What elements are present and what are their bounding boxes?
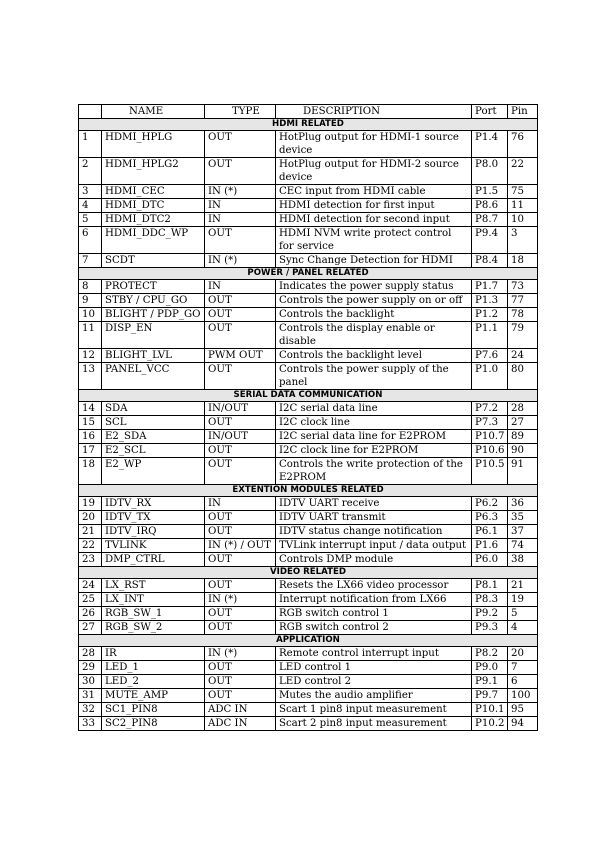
cell-pin: 80 bbox=[508, 363, 538, 390]
cell-pin: 100 bbox=[508, 689, 538, 703]
cell-name: MUTE_AMP bbox=[102, 689, 205, 703]
pin-table-body bbox=[79, 105, 538, 731]
cell-type: OUT bbox=[205, 158, 276, 185]
cell-description: Scart 2 pin8 input measurement bbox=[276, 717, 472, 731]
cell-type: IN bbox=[205, 497, 276, 511]
section-header-row bbox=[79, 119, 538, 131]
section-header-row bbox=[79, 567, 538, 579]
cell-description: Resets the LX66 video processor bbox=[276, 579, 472, 593]
table-header-row bbox=[79, 105, 538, 119]
cell-pin: 21 bbox=[508, 579, 538, 593]
cell-type: OUT bbox=[205, 227, 276, 254]
cell-pin: 74 bbox=[508, 539, 538, 553]
cell-pin: 73 bbox=[508, 280, 538, 294]
header-port: Port bbox=[472, 105, 508, 119]
cell-number: 28 bbox=[79, 647, 102, 661]
cell-pin: 28 bbox=[508, 402, 538, 416]
cell-number: 19 bbox=[79, 497, 102, 511]
section-title: APPLICATION bbox=[79, 635, 538, 647]
cell-type: IN (*) bbox=[205, 593, 276, 607]
cell-type: IN/OUT bbox=[205, 402, 276, 416]
cell-pin: 4 bbox=[508, 621, 538, 635]
cell-description: HotPlug output for HDMI-2 source device bbox=[276, 158, 472, 185]
table-row bbox=[79, 294, 538, 308]
table-row bbox=[79, 444, 538, 458]
cell-port: P6.1 bbox=[472, 525, 508, 539]
cell-type: OUT bbox=[205, 607, 276, 621]
cell-name: E2_SCL bbox=[102, 444, 205, 458]
cell-number: 6 bbox=[79, 227, 102, 254]
cell-port: P8.0 bbox=[472, 158, 508, 185]
cell-name: IDTV_RX bbox=[102, 497, 205, 511]
cell-description: Controls the backlight bbox=[276, 308, 472, 322]
cell-number: 9 bbox=[79, 294, 102, 308]
section-header-row bbox=[79, 635, 538, 647]
cell-number: 18 bbox=[79, 458, 102, 485]
cell-number: 1 bbox=[79, 131, 102, 158]
cell-pin: 5 bbox=[508, 607, 538, 621]
cell-name: HDMI_DTC2 bbox=[102, 213, 205, 227]
cell-name: SC1_PIN8 bbox=[102, 703, 205, 717]
cell-description: IDTV UART receive bbox=[276, 497, 472, 511]
table-row bbox=[79, 185, 538, 199]
cell-description: Indicates the power supply status bbox=[276, 280, 472, 294]
section-title: VIDEO RELATED bbox=[79, 567, 538, 579]
cell-number: 4 bbox=[79, 199, 102, 213]
cell-pin: 6 bbox=[508, 675, 538, 689]
table-row bbox=[79, 539, 538, 553]
cell-number: 7 bbox=[79, 254, 102, 268]
table-row bbox=[79, 416, 538, 430]
header-pin: Pin bbox=[508, 105, 538, 119]
cell-pin: 3 bbox=[508, 227, 538, 254]
table-row bbox=[79, 717, 538, 731]
cell-number: 17 bbox=[79, 444, 102, 458]
cell-type: OUT bbox=[205, 458, 276, 485]
header-number bbox=[79, 105, 102, 119]
cell-description: Controls the power supply of the panel bbox=[276, 363, 472, 390]
cell-type: IN/OUT bbox=[205, 430, 276, 444]
cell-pin: 94 bbox=[508, 717, 538, 731]
cell-port: P10.2 bbox=[472, 717, 508, 731]
table-row bbox=[79, 131, 538, 158]
cell-type: IN bbox=[205, 199, 276, 213]
cell-pin: 90 bbox=[508, 444, 538, 458]
cell-description: RGB switch control 2 bbox=[276, 621, 472, 635]
cell-pin: 35 bbox=[508, 511, 538, 525]
cell-pin: 91 bbox=[508, 458, 538, 485]
cell-port: P1.3 bbox=[472, 294, 508, 308]
cell-name: DMP_CTRL bbox=[102, 553, 205, 567]
cell-number: 32 bbox=[79, 703, 102, 717]
cell-description: HotPlug output for HDMI-1 source device bbox=[276, 131, 472, 158]
cell-name: STBY / CPU_GO bbox=[102, 294, 205, 308]
cell-port: P8.3 bbox=[472, 593, 508, 607]
cell-description: HDMI detection for first input bbox=[276, 199, 472, 213]
cell-number: 5 bbox=[79, 213, 102, 227]
cell-pin: 77 bbox=[508, 294, 538, 308]
cell-port: P1.7 bbox=[472, 280, 508, 294]
cell-name: E2_WP bbox=[102, 458, 205, 485]
table-row bbox=[79, 349, 538, 363]
cell-type: OUT bbox=[205, 511, 276, 525]
cell-number: 20 bbox=[79, 511, 102, 525]
table-row bbox=[79, 280, 538, 294]
cell-type: IN bbox=[205, 213, 276, 227]
table-row bbox=[79, 497, 538, 511]
table-row bbox=[79, 553, 538, 567]
cell-description: I2C clock line bbox=[276, 416, 472, 430]
cell-type: OUT bbox=[205, 661, 276, 675]
cell-description: IDTV UART transmit bbox=[276, 511, 472, 525]
cell-port: P9.2 bbox=[472, 607, 508, 621]
cell-name: RGB_SW_1 bbox=[102, 607, 205, 621]
cell-description: Sync Change Detection for HDMI bbox=[276, 254, 472, 268]
cell-type: OUT bbox=[205, 363, 276, 390]
cell-description: RGB switch control 1 bbox=[276, 607, 472, 621]
cell-port: P1.0 bbox=[472, 363, 508, 390]
cell-number: 15 bbox=[79, 416, 102, 430]
cell-number: 13 bbox=[79, 363, 102, 390]
cell-type: IN (*) bbox=[205, 185, 276, 199]
cell-type: OUT bbox=[205, 294, 276, 308]
section-header-row bbox=[79, 268, 538, 280]
cell-port: P7.6 bbox=[472, 349, 508, 363]
cell-port: P7.2 bbox=[472, 402, 508, 416]
table-row bbox=[79, 158, 538, 185]
cell-number: 21 bbox=[79, 525, 102, 539]
cell-port: P9.4 bbox=[472, 227, 508, 254]
table-row bbox=[79, 199, 538, 213]
cell-description: I2C clock line for E2PROM bbox=[276, 444, 472, 458]
table-row bbox=[79, 703, 538, 717]
cell-number: 25 bbox=[79, 593, 102, 607]
cell-port: P6.3 bbox=[472, 511, 508, 525]
cell-number: 26 bbox=[79, 607, 102, 621]
section-header-row bbox=[79, 390, 538, 402]
cell-name: BLIGHT / PDP_GO bbox=[102, 308, 205, 322]
cell-type: OUT bbox=[205, 675, 276, 689]
cell-port: P10.7 bbox=[472, 430, 508, 444]
cell-port: P7.3 bbox=[472, 416, 508, 430]
cell-name: PANEL_VCC bbox=[102, 363, 205, 390]
cell-type: PWM OUT bbox=[205, 349, 276, 363]
cell-port: P9.7 bbox=[472, 689, 508, 703]
cell-name: LED_1 bbox=[102, 661, 205, 675]
cell-port: P6.0 bbox=[472, 553, 508, 567]
cell-port: P8.4 bbox=[472, 254, 508, 268]
section-title: POWER / PANEL RELATED bbox=[79, 268, 538, 280]
cell-name: HDMI_CEC bbox=[102, 185, 205, 199]
cell-name: IR bbox=[102, 647, 205, 661]
cell-number: 23 bbox=[79, 553, 102, 567]
cell-pin: 78 bbox=[508, 308, 538, 322]
cell-number: 3 bbox=[79, 185, 102, 199]
cell-description: TVLink interrupt input / data output bbox=[276, 539, 472, 553]
cell-type: IN (*) bbox=[205, 254, 276, 268]
cell-pin: 89 bbox=[508, 430, 538, 444]
cell-pin: 20 bbox=[508, 647, 538, 661]
cell-port: P8.7 bbox=[472, 213, 508, 227]
cell-name: IDTV_TX bbox=[102, 511, 205, 525]
cell-port: P9.0 bbox=[472, 661, 508, 675]
cell-description: Scart 1 pin8 input measurement bbox=[276, 703, 472, 717]
cell-type: OUT bbox=[205, 322, 276, 349]
cell-name: HDMI_HPLG bbox=[102, 131, 205, 158]
cell-description: LED control 2 bbox=[276, 675, 472, 689]
cell-number: 27 bbox=[79, 621, 102, 635]
cell-pin: 27 bbox=[508, 416, 538, 430]
table-row bbox=[79, 621, 538, 635]
cell-type: ADC IN bbox=[205, 703, 276, 717]
cell-type: OUT bbox=[205, 579, 276, 593]
cell-number: 31 bbox=[79, 689, 102, 703]
cell-name: IDTV_IRQ bbox=[102, 525, 205, 539]
cell-port: P9.1 bbox=[472, 675, 508, 689]
cell-name: HDMI_DTC bbox=[102, 199, 205, 213]
cell-pin: 79 bbox=[508, 322, 538, 349]
section-header-row bbox=[79, 485, 538, 497]
table-row bbox=[79, 430, 538, 444]
cell-description: Controls DMP module bbox=[276, 553, 472, 567]
cell-pin: 37 bbox=[508, 525, 538, 539]
cell-type: IN (*) bbox=[205, 647, 276, 661]
cell-pin: 75 bbox=[508, 185, 538, 199]
section-title: HDMI RELATED bbox=[79, 119, 538, 131]
cell-type: OUT bbox=[205, 621, 276, 635]
cell-type: IN bbox=[205, 280, 276, 294]
cell-description: Controls the write protection of the E2PROM bbox=[276, 458, 472, 485]
cell-port: P1.2 bbox=[472, 308, 508, 322]
table-row bbox=[79, 525, 538, 539]
table-row bbox=[79, 661, 538, 675]
cell-name: SCL bbox=[102, 416, 205, 430]
cell-type: OUT bbox=[205, 525, 276, 539]
cell-number: 29 bbox=[79, 661, 102, 675]
header-description: DESCRIPTION bbox=[276, 105, 472, 119]
cell-port: P10.6 bbox=[472, 444, 508, 458]
header-type: TYPE bbox=[205, 105, 276, 119]
cell-pin: 24 bbox=[508, 349, 538, 363]
cell-port: P1.4 bbox=[472, 131, 508, 158]
cell-type: OUT bbox=[205, 444, 276, 458]
cell-type: OUT bbox=[205, 416, 276, 430]
cell-pin: 22 bbox=[508, 158, 538, 185]
cell-port: P8.6 bbox=[472, 199, 508, 213]
cell-name: DISP_EN bbox=[102, 322, 205, 349]
cell-number: 30 bbox=[79, 675, 102, 689]
section-title: SERIAL DATA COMMUNICATION bbox=[79, 390, 538, 402]
cell-port: P8.2 bbox=[472, 647, 508, 661]
table-row bbox=[79, 647, 538, 661]
cell-pin: 38 bbox=[508, 553, 538, 567]
cell-type: OUT bbox=[205, 308, 276, 322]
cell-number: 12 bbox=[79, 349, 102, 363]
cell-number: 11 bbox=[79, 322, 102, 349]
table-row bbox=[79, 607, 538, 621]
cell-pin: 7 bbox=[508, 661, 538, 675]
section-title: EXTENTION MODULES RELATED bbox=[79, 485, 538, 497]
cell-name: SCDT bbox=[102, 254, 205, 268]
cell-number: 22 bbox=[79, 539, 102, 553]
table-row bbox=[79, 308, 538, 322]
table-row bbox=[79, 593, 538, 607]
cell-number: 14 bbox=[79, 402, 102, 416]
table-row bbox=[79, 402, 538, 416]
cell-description: Controls the backlight level bbox=[276, 349, 472, 363]
cell-type: OUT bbox=[205, 689, 276, 703]
cell-type: ADC IN bbox=[205, 717, 276, 731]
cell-port: P6.2 bbox=[472, 497, 508, 511]
cell-name: LX_INT bbox=[102, 593, 205, 607]
cell-description: Interrupt notification from LX66 bbox=[276, 593, 472, 607]
cell-number: 33 bbox=[79, 717, 102, 731]
table-row bbox=[79, 458, 538, 485]
cell-pin: 76 bbox=[508, 131, 538, 158]
cell-port: P10.5 bbox=[472, 458, 508, 485]
table-row bbox=[79, 213, 538, 227]
cell-description: CEC input from HDMI cable bbox=[276, 185, 472, 199]
cell-name: HDMI_HPLG2 bbox=[102, 158, 205, 185]
cell-pin: 10 bbox=[508, 213, 538, 227]
cell-description: I2C serial data line for E2PROM bbox=[276, 430, 472, 444]
table-row bbox=[79, 511, 538, 525]
cell-name: LED_2 bbox=[102, 675, 205, 689]
cell-pin: 36 bbox=[508, 497, 538, 511]
cell-port: P8.1 bbox=[472, 579, 508, 593]
cell-port: P1.5 bbox=[472, 185, 508, 199]
cell-port: P1.6 bbox=[472, 539, 508, 553]
table-row bbox=[79, 579, 538, 593]
cell-number: 8 bbox=[79, 280, 102, 294]
table-row bbox=[79, 363, 538, 390]
cell-description: Mutes the audio amplifier bbox=[276, 689, 472, 703]
cell-description: Remote control interrupt input bbox=[276, 647, 472, 661]
cell-number: 10 bbox=[79, 308, 102, 322]
table-row bbox=[79, 254, 538, 268]
cell-name: SC2_PIN8 bbox=[102, 717, 205, 731]
cell-description: Controls the power supply on or off bbox=[276, 294, 472, 308]
pin-table bbox=[78, 104, 538, 731]
table-row bbox=[79, 322, 538, 349]
cell-pin: 19 bbox=[508, 593, 538, 607]
cell-number: 2 bbox=[79, 158, 102, 185]
cell-name: E2_SDA bbox=[102, 430, 205, 444]
table-row bbox=[79, 689, 538, 703]
cell-description: LED control 1 bbox=[276, 661, 472, 675]
cell-name: HDMI_DDC_WP bbox=[102, 227, 205, 254]
cell-port: P1.1 bbox=[472, 322, 508, 349]
cell-name: SDA bbox=[102, 402, 205, 416]
cell-port: P10.1 bbox=[472, 703, 508, 717]
cell-name: RGB_SW_2 bbox=[102, 621, 205, 635]
cell-description: HDMI detection for second input bbox=[276, 213, 472, 227]
cell-name: LX_RST bbox=[102, 579, 205, 593]
cell-type: OUT bbox=[205, 131, 276, 158]
cell-description: Controls the display enable or disable bbox=[276, 322, 472, 349]
table-row bbox=[79, 227, 538, 254]
cell-description: I2C serial data line bbox=[276, 402, 472, 416]
cell-port: P9.3 bbox=[472, 621, 508, 635]
cell-pin: 11 bbox=[508, 199, 538, 213]
cell-name: TVLINK bbox=[102, 539, 205, 553]
cell-name: PROTECT bbox=[102, 280, 205, 294]
table-row bbox=[79, 675, 538, 689]
cell-pin: 95 bbox=[508, 703, 538, 717]
cell-type: IN (*) / OUT bbox=[205, 539, 276, 553]
cell-number: 16 bbox=[79, 430, 102, 444]
cell-pin: 18 bbox=[508, 254, 538, 268]
cell-description: IDTV status change notification bbox=[276, 525, 472, 539]
cell-number: 24 bbox=[79, 579, 102, 593]
cell-description: HDMI NVM write protect control for service bbox=[276, 227, 472, 254]
cell-type: OUT bbox=[205, 553, 276, 567]
header-name: NAME bbox=[102, 105, 205, 119]
cell-name: BLIGHT_LVL bbox=[102, 349, 205, 363]
